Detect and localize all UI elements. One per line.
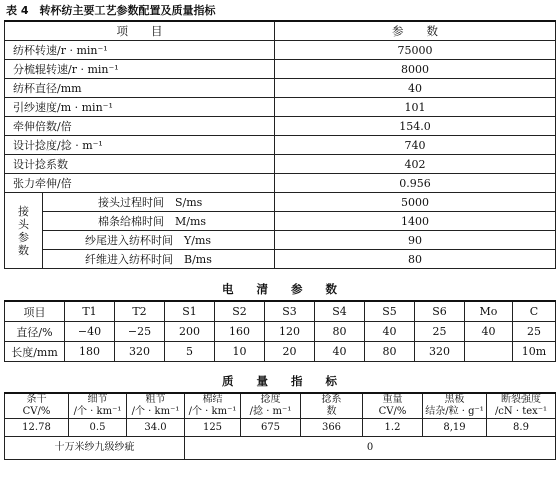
row-value: 75000 (275, 41, 556, 60)
row-label: 长度/mm (5, 342, 65, 362)
header-cell: S6 (415, 301, 465, 322)
cell: 12.78 (5, 419, 69, 437)
header-cell: 细节 /个 · km⁻¹ (69, 393, 127, 419)
cell: 180 (65, 342, 115, 362)
header-cell: Mo (465, 301, 513, 322)
header-cell: S4 (315, 301, 365, 322)
table-row (5, 155, 556, 174)
cell: 320 (115, 342, 165, 362)
table-row (5, 342, 556, 362)
header-cell: 粗节 /个 · km⁻¹ (127, 393, 185, 419)
cell: 0 (185, 437, 556, 460)
table-row (5, 60, 556, 79)
table-row (5, 250, 556, 269)
cell: 10 (215, 342, 265, 362)
cell: 160 (215, 322, 265, 342)
cell: 8.9 (487, 419, 556, 437)
cell: 120 (265, 322, 315, 342)
cell: 80 (365, 342, 415, 362)
header-cell: 断裂强度 /cN · tex⁻¹ (487, 393, 556, 419)
cell: 10m (513, 342, 556, 362)
table-row (5, 174, 556, 193)
cell: 34.0 (127, 419, 185, 437)
row-value: 80 (275, 250, 556, 269)
cell: 366 (301, 419, 363, 437)
header-cell: S3 (265, 301, 315, 322)
header-cell: 捻系 数 (301, 393, 363, 419)
row-label: 纱尾进入纺杯时间 Y/ms (43, 231, 275, 250)
row-label: 张力牵伸/倍 (5, 174, 275, 193)
row-value: 402 (275, 155, 556, 174)
splice-params-group-label: 接 头 参 数 (5, 193, 43, 269)
cell: 0.5 (69, 419, 127, 437)
process-parameters-table (4, 20, 556, 269)
cell: 40 (315, 342, 365, 362)
header-cell: 黑板 结杂/粒 · g⁻¹ (423, 393, 487, 419)
row-value: 0.956 (275, 174, 556, 193)
row-label: 直径/% (5, 322, 65, 342)
row-value: 90 (275, 231, 556, 250)
table-header-row (5, 393, 556, 419)
table-row (5, 79, 556, 98)
row-label: 纺杯直径/mm (5, 79, 275, 98)
table-row (5, 193, 556, 212)
row-label: 纺杯转速/r · min⁻¹ (5, 41, 275, 60)
cell (465, 342, 513, 362)
cell: 1.2 (363, 419, 423, 437)
row-value: 154.0 (275, 117, 556, 136)
cell: 675 (241, 419, 301, 437)
table-row (5, 98, 556, 117)
cell: 25 (513, 322, 556, 342)
row-value: 1400 (275, 212, 556, 231)
header-cell: 重量 CV/% (363, 393, 423, 419)
table-row (5, 437, 556, 460)
row-label: 设计捻系数 (5, 155, 275, 174)
row-value: 101 (275, 98, 556, 117)
cell: −25 (115, 322, 165, 342)
header-cell: 项目 (5, 301, 65, 322)
row-label: 牵伸倍数/倍 (5, 117, 275, 136)
header-cell: T2 (115, 301, 165, 322)
row-value: 740 (275, 136, 556, 155)
row-label: 棉条给棉时间 M/ms (43, 212, 275, 231)
header-item: 项 目 (5, 21, 275, 41)
header-param: 参 数 (275, 21, 556, 41)
row-label: 分梳辊转速/r · min⁻¹ (5, 60, 275, 79)
cell: 25 (415, 322, 465, 342)
header-cell: S5 (365, 301, 415, 322)
cell: 8,19 (423, 419, 487, 437)
header-cell: 条干 CV/% (5, 393, 69, 419)
table-row (5, 212, 556, 231)
row-label: 接头过程时间 S/ms (43, 193, 275, 212)
row-label: 引纱速度/m · min⁻¹ (5, 98, 275, 117)
row-value: 8000 (275, 60, 556, 79)
cell: 20 (265, 342, 315, 362)
cell: 320 (415, 342, 465, 362)
table-header-row (5, 21, 556, 41)
cell: 200 (165, 322, 215, 342)
header-cell: T1 (65, 301, 115, 322)
table-header-row (5, 301, 556, 322)
cell: 125 (185, 419, 241, 437)
header-cell: S1 (165, 301, 215, 322)
row-label: 纤维进入纺杯时间 B/ms (43, 250, 275, 269)
table-row (5, 231, 556, 250)
header-cell: 捻度 /捻 · m⁻¹ (241, 393, 301, 419)
clearer-params-heading: 电 清 参 数 (222, 282, 337, 296)
cell: 40 (365, 322, 415, 342)
table-row (5, 419, 556, 437)
quality-index-table (4, 392, 556, 460)
row-label: 十万米纱九级纱疵 (5, 437, 185, 460)
cell: −40 (65, 322, 115, 342)
table-row (5, 117, 556, 136)
cell: 80 (315, 322, 365, 342)
row-value: 40 (275, 79, 556, 98)
cell: 40 (465, 322, 513, 342)
table-row (5, 41, 556, 60)
table-row (5, 136, 556, 155)
row-label: 设计捻度/捻 · m⁻¹ (5, 136, 275, 155)
row-value: 5000 (275, 193, 556, 212)
header-cell: C (513, 301, 556, 322)
quality-index-heading: 质 量 指 标 (222, 374, 337, 388)
table-row (5, 322, 556, 342)
header-cell: 棉结 /个 · km⁻¹ (185, 393, 241, 419)
cell: 5 (165, 342, 215, 362)
header-cell: S2 (215, 301, 265, 322)
table-caption: 表 4 转杯纺主要工艺参数配置及质量指标 (6, 4, 216, 17)
clearer-params-table (4, 300, 556, 362)
